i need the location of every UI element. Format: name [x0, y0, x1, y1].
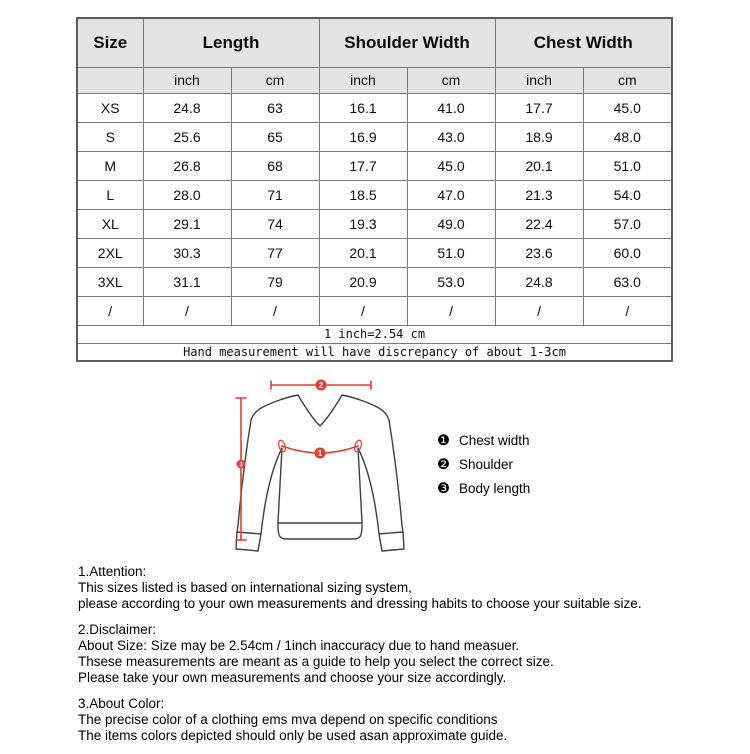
legend-item-chest-width	[437, 433, 530, 449]
circled-3-icon: ❸	[437, 481, 450, 497]
measurement-cell: 77	[231, 238, 319, 267]
measurement-cell: 25.6	[143, 122, 231, 151]
disclaimer-section	[78, 622, 698, 686]
circled-2-icon: ❷	[437, 457, 450, 473]
measurement-cell: 51.0	[407, 238, 495, 267]
section-line: The precise color of a clothing ems mva depend on specific conditions	[78, 712, 498, 727]
size-cell: XS	[77, 93, 143, 122]
section-title: 3.About Color:	[78, 696, 165, 711]
measurement-cell: 26.8	[143, 151, 231, 180]
measurement-cell: 53.0	[407, 267, 495, 296]
measurement-cell: /	[495, 296, 583, 325]
legend-label: Body length	[459, 481, 531, 496]
measurement-cell: 54.0	[583, 180, 672, 209]
notes-area	[78, 564, 698, 754]
table-row	[77, 209, 672, 238]
measurement-cell: 29.1	[143, 209, 231, 238]
unit-header: cm	[231, 67, 319, 93]
measurement-cell: 28.0	[143, 180, 231, 209]
measurement-cell: 20.1	[319, 238, 407, 267]
svg-text:2: 2	[318, 380, 324, 390]
legend-item-body-length	[437, 481, 530, 497]
size-chart-table	[76, 17, 673, 362]
measurement-cell: 30.3	[143, 238, 231, 267]
measurement-cell: 65	[231, 122, 319, 151]
units-empty-cell	[77, 67, 143, 93]
size-cell: /	[77, 296, 143, 325]
measurement-discrepancy-note: Hand measurement will have discrepancy of about 1-3cm	[77, 343, 672, 361]
measurement-cell: 74	[231, 209, 319, 238]
table-note-row	[77, 325, 672, 343]
svg-text:3: 3	[239, 461, 243, 469]
table-row	[77, 122, 672, 151]
table-row	[77, 238, 672, 267]
measurement-cell: 16.1	[319, 93, 407, 122]
unit-header: inch	[319, 67, 407, 93]
measurement-cell: 48.0	[583, 122, 672, 151]
table-row	[77, 267, 672, 296]
measurement-cell: /	[231, 296, 319, 325]
measurement-cell: /	[319, 296, 407, 325]
column-header-length: Length	[143, 18, 319, 67]
measurement-cell: 79	[231, 267, 319, 296]
column-header-size: Size	[77, 18, 143, 67]
table-row	[77, 296, 672, 325]
section-title: 1.Attention:	[78, 564, 147, 579]
legend-label: Shoulder	[459, 457, 514, 472]
sweater-outline-icon	[236, 395, 404, 551]
measurement-cell: 45.0	[407, 151, 495, 180]
attention-section	[78, 564, 698, 612]
legend-label: Chest width	[459, 433, 530, 448]
sweater-measurement-diagram	[225, 376, 420, 562]
unit-header: inch	[495, 67, 583, 93]
size-cell: 3XL	[77, 267, 143, 296]
unit-header: inch	[143, 67, 231, 93]
about-color-section	[78, 696, 698, 744]
measurement-cell: 24.8	[495, 267, 583, 296]
section-line: please according to your own measurements and dressing habits to choose your suitable size.	[78, 596, 642, 611]
measurement-cell: 63	[231, 93, 319, 122]
shoulder-width-line	[271, 380, 371, 391]
column-header-shoulder-width: Shoulder Width	[319, 18, 495, 67]
measurement-cell: 51.0	[583, 151, 672, 180]
legend-item-shoulder	[437, 457, 530, 473]
measurement-cell: 68	[231, 151, 319, 180]
table-row	[77, 151, 672, 180]
measurement-cell: 45.0	[583, 93, 672, 122]
size-cell: 2XL	[77, 238, 143, 267]
measurement-cell: 20.1	[495, 151, 583, 180]
measurement-cell: 63.0	[583, 267, 672, 296]
unit-header: cm	[407, 67, 495, 93]
unit-header: cm	[583, 67, 672, 93]
measurement-cell: 18.5	[319, 180, 407, 209]
measurement-cell: 23.6	[495, 238, 583, 267]
measurement-cell: 22.4	[495, 209, 583, 238]
table-row	[77, 180, 672, 209]
measurement-cell: /	[583, 296, 672, 325]
measurement-cell: 57.0	[583, 209, 672, 238]
measurement-cell: 43.0	[407, 122, 495, 151]
measurement-cell: 17.7	[495, 93, 583, 122]
measurement-cell: 41.0	[407, 93, 495, 122]
section-line: This sizes listed is based on international sizing system,	[78, 580, 412, 595]
svg-text:1: 1	[317, 448, 323, 458]
size-cell: M	[77, 151, 143, 180]
measurement-legend	[437, 433, 530, 497]
measurement-cell: 49.0	[407, 209, 495, 238]
measurement-cell: 47.0	[407, 180, 495, 209]
inch-conversion-note: 1 inch=2.54 cm	[77, 325, 672, 343]
section-line: The items colors depicted should only be used asan approximate guide.	[78, 728, 508, 743]
column-header-chest-width: Chest Width	[495, 18, 672, 67]
table-header-row	[77, 18, 672, 67]
table-row	[77, 93, 672, 122]
size-cell: L	[77, 180, 143, 209]
table-units-row	[77, 67, 672, 93]
measurement-cell: 17.7	[319, 151, 407, 180]
section-title: 2.Disclaimer:	[78, 622, 157, 637]
measurement-cell: 31.1	[143, 267, 231, 296]
table-note-row	[77, 343, 672, 361]
measurement-cell: 16.9	[319, 122, 407, 151]
measurement-cell: 20.9	[319, 267, 407, 296]
measurement-cell: /	[407, 296, 495, 325]
circled-1-icon: ❶	[437, 433, 450, 449]
section-line: About Size: Size may be 2.54cm / 1inch inaccuracy due to hand measuer.	[78, 638, 520, 653]
chest-width-line	[277, 439, 362, 458]
size-cell: XL	[77, 209, 143, 238]
measurement-cell: 71	[231, 180, 319, 209]
measurement-cell: /	[143, 296, 231, 325]
measurement-cell: 60.0	[583, 238, 672, 267]
section-line: Please take your own measurements and choose your size accordingly.	[78, 670, 507, 685]
section-line: Thsese measurements are meant as a guide to help you select the correct size.	[78, 654, 554, 669]
measurement-cell: 18.9	[495, 122, 583, 151]
measurement-cell: 19.3	[319, 209, 407, 238]
size-cell: S	[77, 122, 143, 151]
measurement-cell: 21.3	[495, 180, 583, 209]
measurement-cell: 24.8	[143, 93, 231, 122]
